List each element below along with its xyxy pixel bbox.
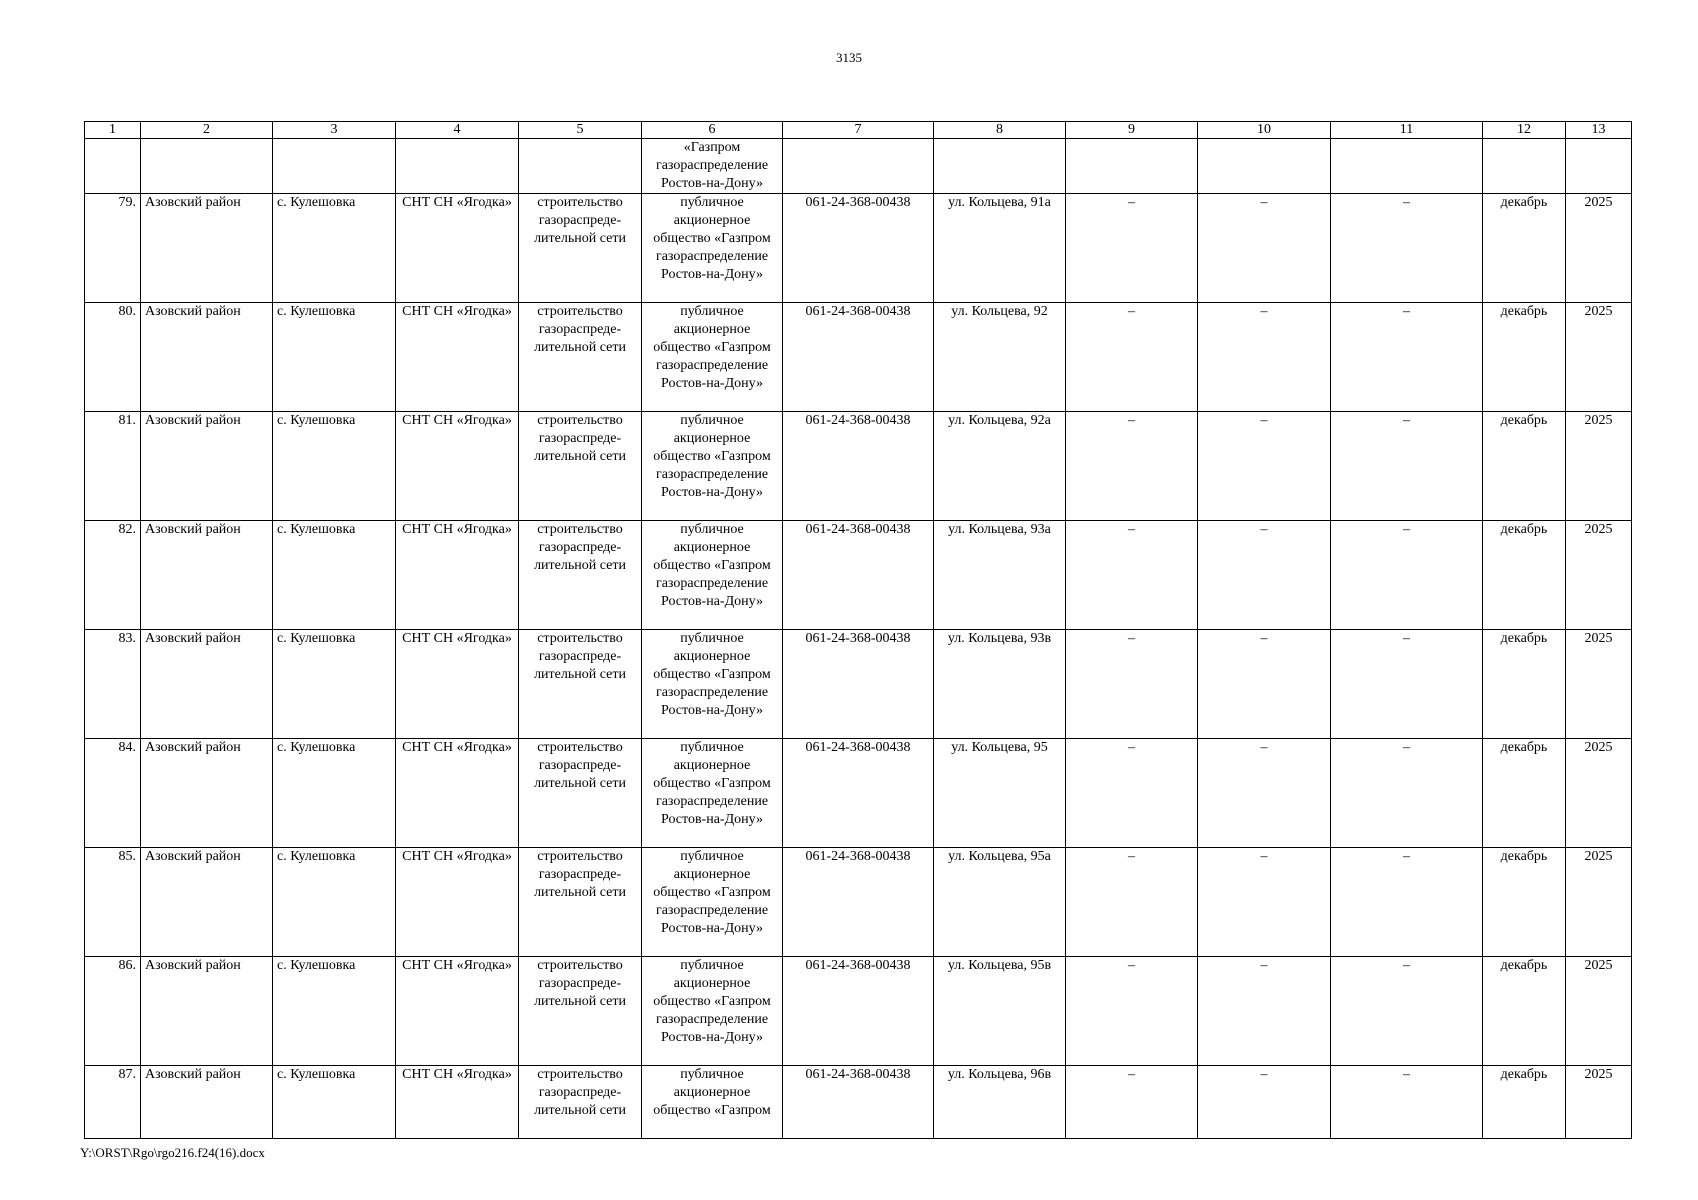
- col-10-cell: –: [1198, 739, 1331, 848]
- header-cell: 5: [519, 122, 642, 139]
- col-9-cell: –: [1066, 303, 1198, 412]
- month-cell: декабрь: [1483, 412, 1566, 521]
- operator-cell: публичное акционерное общество «Газпром газораспределение Ростов-на-Дону»: [642, 739, 783, 848]
- table-row: [85, 630, 1632, 739]
- operator-cell: публичное акционерное общество «Газпром: [642, 1066, 783, 1139]
- settlement-cell: с. Кулешовка: [273, 412, 396, 521]
- col-10-cell: –: [1198, 957, 1331, 1066]
- col-10-cell: –: [1198, 194, 1331, 303]
- col-9-cell: –: [1066, 194, 1198, 303]
- settlement-cell: с. Кулешовка: [273, 1066, 396, 1139]
- header-cell: 12: [1483, 122, 1566, 139]
- header-row: [85, 122, 1632, 139]
- operator-cell: публичное акционерное общество «Газпром газораспределение Ростов-на-Дону»: [642, 957, 783, 1066]
- work-type-cell: строительство газораспреде-лительной сети: [519, 194, 642, 303]
- header-cell: 10: [1198, 122, 1331, 139]
- work-type-cell: строительство газораспреде-лительной сети: [519, 848, 642, 957]
- work-type-cell: строительство газораспреде-лительной сети: [519, 739, 642, 848]
- header-cell: 4: [396, 122, 519, 139]
- object-name-cell: СНТ СН «Ягодка»: [396, 630, 519, 739]
- registry-number-cell: 061-24-368-00438: [783, 739, 934, 848]
- month-cell: декабрь: [1483, 194, 1566, 303]
- object-name-cell: СНТ СН «Ягодка»: [396, 412, 519, 521]
- district-cell: Азовский район: [141, 194, 273, 303]
- registry-number-cell: 061-24-368-00438: [783, 194, 934, 303]
- month-cell: декабрь: [1483, 303, 1566, 412]
- col-10-cell: –: [1198, 848, 1331, 957]
- col-9-cell: –: [1066, 1066, 1198, 1139]
- address-cell: ул. Кольцева, 96в: [934, 1066, 1066, 1139]
- col-10-cell: –: [1198, 521, 1331, 630]
- month-cell: декабрь: [1483, 848, 1566, 957]
- page-number: 3135: [836, 50, 862, 65]
- table-row: [85, 521, 1632, 630]
- address-cell: ул. Кольцева, 95в: [934, 957, 1066, 1066]
- col-9-cell: –: [1066, 739, 1198, 848]
- address-cell: ул. Кольцева, 92а: [934, 412, 1066, 521]
- registry-number-cell: 061-24-368-00438: [783, 957, 934, 1066]
- district-cell: Азовский район: [141, 521, 273, 630]
- object-name-cell: СНТ СН «Ягодка»: [396, 739, 519, 848]
- year-cell: 2025: [1566, 194, 1632, 303]
- work-type-cell: строительство газораспреде-лительной сети: [519, 303, 642, 412]
- address-cell: ул. Кольцева, 93а: [934, 521, 1066, 630]
- address-cell: ул. Кольцева, 91а: [934, 194, 1066, 303]
- table-row: [85, 739, 1632, 848]
- col-11-cell: –: [1331, 848, 1483, 957]
- col-9-cell: –: [1066, 630, 1198, 739]
- col-9-cell: –: [1066, 521, 1198, 630]
- year-cell: 2025: [1566, 957, 1632, 1066]
- year-cell: 2025: [1566, 739, 1632, 848]
- settlement-cell: с. Кулешовка: [273, 303, 396, 412]
- year-cell: 2025: [1566, 412, 1632, 521]
- month-cell: декабрь: [1483, 521, 1566, 630]
- object-name-cell: СНТ СН «Ягодка»: [396, 194, 519, 303]
- settlement-cell: с. Кулешовка: [273, 848, 396, 957]
- col-11-cell: –: [1331, 630, 1483, 739]
- registry-number-cell: 061-24-368-00438: [783, 630, 934, 739]
- settlement-cell: с. Кулешовка: [273, 194, 396, 303]
- year-cell: 2025: [1566, 1066, 1632, 1139]
- header-cell: 6: [642, 122, 783, 139]
- month-cell: декабрь: [1483, 1066, 1566, 1139]
- operator-cell: публичное акционерное общество «Газпром газораспределение Ростов-на-Дону»: [642, 303, 783, 412]
- district-cell: Азовский район: [141, 739, 273, 848]
- col-9-cell: –: [1066, 848, 1198, 957]
- object-name-cell: СНТ СН «Ягодка»: [396, 1066, 519, 1139]
- table-row: [85, 848, 1632, 957]
- operator-cell: публичное акционерное общество «Газпром газораспределение Ростов-на-Дону»: [642, 412, 783, 521]
- registry-number-cell: 061-24-368-00438: [783, 848, 934, 957]
- registry-number-cell: 061-24-368-00438: [783, 412, 934, 521]
- district-cell: Азовский район: [141, 630, 273, 739]
- year-cell: 2025: [1566, 848, 1632, 957]
- col-11-cell: –: [1331, 303, 1483, 412]
- table-row: [85, 1066, 1632, 1139]
- header-cell: 9: [1066, 122, 1198, 139]
- col-11-cell: –: [1331, 957, 1483, 1066]
- header-cell: 7: [783, 122, 934, 139]
- table-row: [85, 412, 1632, 521]
- district-cell: Азовский район: [141, 303, 273, 412]
- district-cell: Азовский район: [141, 1066, 273, 1139]
- data-table: [84, 121, 1632, 1139]
- table-row: [85, 957, 1632, 1066]
- row-number-cell: 86.: [85, 957, 141, 1066]
- operator-cell: публичное акционерное общество «Газпром газораспределение Ростов-на-Дону»: [642, 521, 783, 630]
- work-type-cell: строительство газораспреде-лительной сети: [519, 521, 642, 630]
- col-11-cell: –: [1331, 521, 1483, 630]
- object-name-cell: СНТ СН «Ягодка»: [396, 848, 519, 957]
- header-cell: 11: [1331, 122, 1483, 139]
- row-number-cell: 82.: [85, 521, 141, 630]
- object-name-cell: СНТ СН «Ягодка»: [396, 957, 519, 1066]
- year-cell: 2025: [1566, 521, 1632, 630]
- year-cell: 2025: [1566, 303, 1632, 412]
- row-number-cell: 84.: [85, 739, 141, 848]
- col-10-cell: –: [1198, 1066, 1331, 1139]
- address-cell: ул. Кольцева, 95: [934, 739, 1066, 848]
- district-cell: Азовский район: [141, 848, 273, 957]
- col-10-cell: –: [1198, 412, 1331, 521]
- operator-cell: публичное акционерное общество «Газпром газораспределение Ростов-на-Дону»: [642, 194, 783, 303]
- col-9-cell: –: [1066, 957, 1198, 1066]
- month-cell: декабрь: [1483, 739, 1566, 848]
- registry-number-cell: 061-24-368-00438: [783, 303, 934, 412]
- year-cell: 2025: [1566, 630, 1632, 739]
- row-number-cell: 79.: [85, 194, 141, 303]
- table-row: [85, 303, 1632, 412]
- header-cell: 3: [273, 122, 396, 139]
- district-cell: Азовский район: [141, 412, 273, 521]
- col-11-cell: –: [1331, 412, 1483, 521]
- settlement-cell: с. Кулешовка: [273, 957, 396, 1066]
- col-11-cell: –: [1331, 194, 1483, 303]
- district-cell: Азовский район: [141, 957, 273, 1066]
- col-11-cell: –: [1331, 739, 1483, 848]
- address-cell: ул. Кольцева, 92: [934, 303, 1066, 412]
- settlement-cell: с. Кулешовка: [273, 630, 396, 739]
- file-path-footer: Y:\ORST\Rgo\rgo216.f24(16).docx: [80, 1145, 265, 1160]
- operator-cell: «Газпром газораспределение Ростов-на-Дону»: [642, 139, 783, 194]
- continuation-row: [85, 139, 1632, 194]
- row-number-cell: 85.: [85, 848, 141, 957]
- col-9-cell: –: [1066, 412, 1198, 521]
- col-11-cell: –: [1331, 1066, 1483, 1139]
- object-name-cell: СНТ СН «Ягодка»: [396, 521, 519, 630]
- address-cell: ул. Кольцева, 93в: [934, 630, 1066, 739]
- col-10-cell: –: [1198, 303, 1331, 412]
- work-type-cell: строительство газораспреде-лительной сети: [519, 412, 642, 521]
- address-cell: ул. Кольцева, 95а: [934, 848, 1066, 957]
- header-cell: 13: [1566, 122, 1632, 139]
- operator-cell: публичное акционерное общество «Газпром газораспределение Ростов-на-Дону»: [642, 630, 783, 739]
- month-cell: декабрь: [1483, 630, 1566, 739]
- work-type-cell: строительство газораспреде-лительной сети: [519, 957, 642, 1066]
- settlement-cell: с. Кулешовка: [273, 521, 396, 630]
- work-type-cell: строительство газораспреде-лительной сети: [519, 630, 642, 739]
- table-row: [85, 194, 1632, 303]
- registry-number-cell: 061-24-368-00438: [783, 521, 934, 630]
- settlement-cell: с. Кулешовка: [273, 739, 396, 848]
- header-cell: 1: [85, 122, 141, 139]
- header-cell: 2: [141, 122, 273, 139]
- row-number-cell: 87.: [85, 1066, 141, 1139]
- col-10-cell: –: [1198, 630, 1331, 739]
- row-number-cell: 80.: [85, 303, 141, 412]
- work-type-cell: строительство газораспреде-лительной сети: [519, 1066, 642, 1139]
- month-cell: декабрь: [1483, 957, 1566, 1066]
- object-name-cell: СНТ СН «Ягодка»: [396, 303, 519, 412]
- header-cell: 8: [934, 122, 1066, 139]
- row-number-cell: 81.: [85, 412, 141, 521]
- registry-number-cell: 061-24-368-00438: [783, 1066, 934, 1139]
- operator-cell: публичное акционерное общество «Газпром газораспределение Ростов-на-Дону»: [642, 848, 783, 957]
- row-number-cell: 83.: [85, 630, 141, 739]
